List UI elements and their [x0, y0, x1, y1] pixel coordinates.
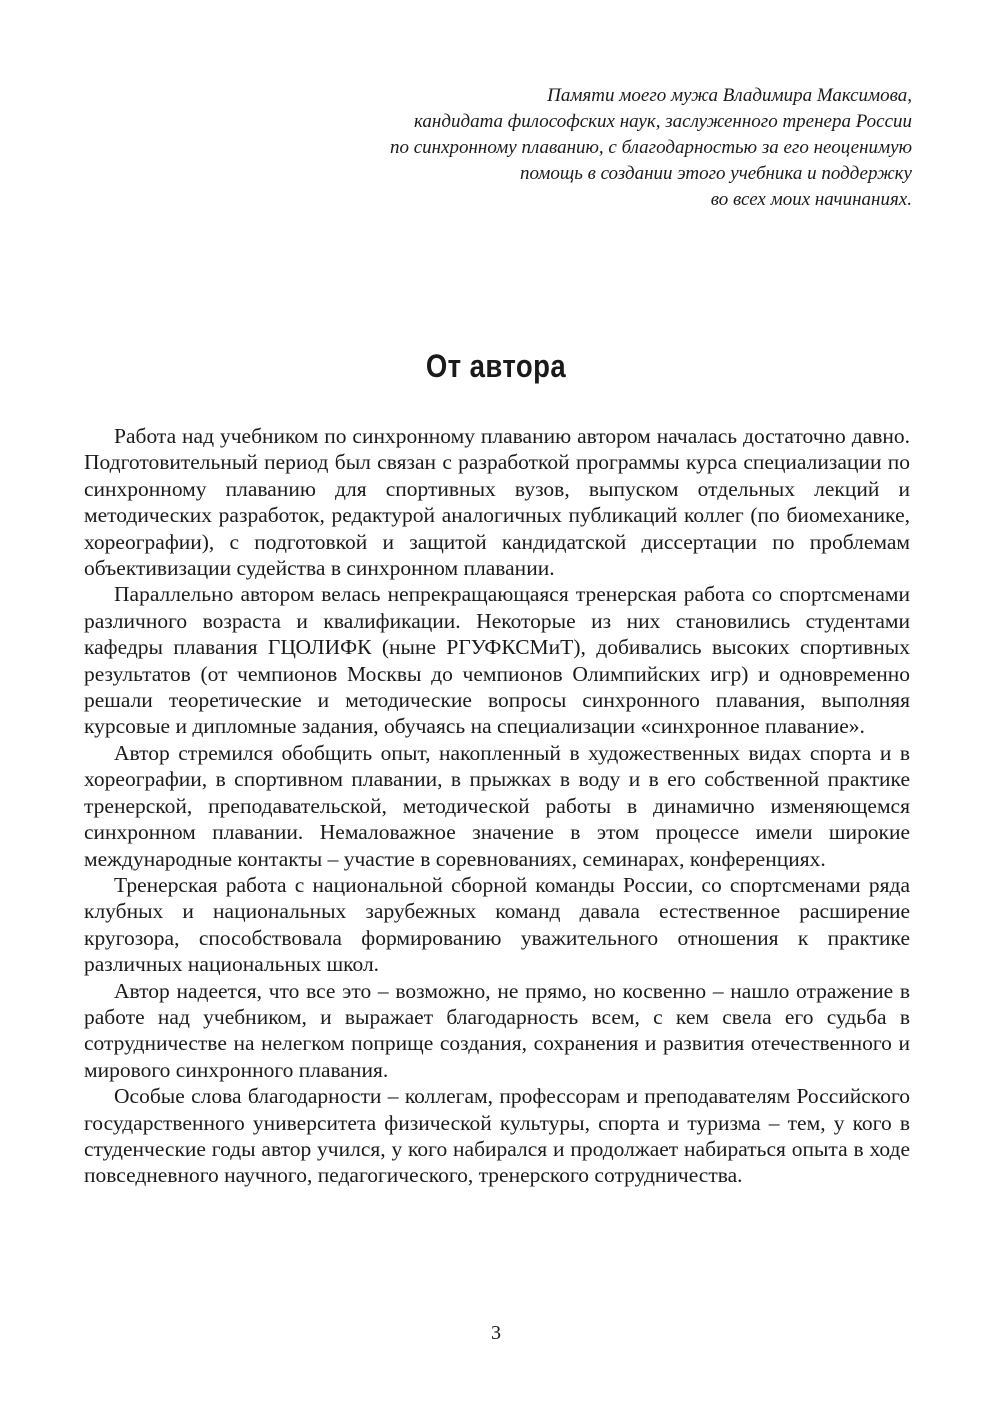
dedication-line: по синхронному плаванию, с благодарностью за его неоценимую [389, 137, 912, 158]
paragraph: Параллельно автором велась непрекращающаяся тренерская работа со спортсменами различного возраста и квалификации. Некоторые из них становились студентами кафедры плавания ГЦОЛИФК (ныне РГУФКСМиТ), добивались высоких спортивных результатов (от чемпионов Москвы до чемпионов Олимпийских игр) и одновременно решали теоретические и методические вопросы синхронного плавания, выполняя курсовые и дипломные задания, обучаясь на специализации «синхронное плавание». [84, 582, 910, 739]
paragraph: Тренерская работа с национальной сборной команды России, со спортсменами ряда клубных и национальных зарубежных команд давала естественное расширение кругозора, способствовала формированию уважительного отношения к практике различных национальных школ. [84, 872, 910, 977]
paragraph: Работа над учебником по синхронному плаванию автором началась достаточно давно. Подготовительный период был связан с разработкой программы курса специализации по синхронному плаванию для спортивных вузов, выпуском отдельных лекций и методических разработок, редактурой аналогичных публикаций коллег (по биомеханике, хореографии), с подготовкой и защитой кандидатской диссертации по проблемам объективизации судейства в синхронном плавании. [84, 424, 910, 581]
paragraph: Автор стремился обобщить опыт, накопленный в художественных видах спорта и в хореографии, в спортивном плавании, в прыжках в воду и в его собственной практике тренерской, преподавательской, методической работы в динамично изменяющемся синхронном плавании. Немаловажное значение в этом процессе имели широкие международные контакты – участие в соревнованиях, семинарах, конференциях. [84, 740, 910, 871]
dedication-line: во всех моих начинаниях. [710, 189, 912, 210]
paragraph: Особые слова благодарности – коллегам, профессорам и преподавателям Российского государственного университета физической культуры, спорта и туризма – тем, у кого в студенческие годы автор учился, у кого набирался и продолжает набираться опыта в ходе повседневного научного, педагогического, тренерского сотрудничества. [84, 1084, 910, 1188]
dedication-line: помощь в создании этого учебника и поддержку [519, 163, 912, 184]
section-heading: От автора [425, 348, 567, 384]
dedication-line: кандидата философских наук, заслуженного тренера России [414, 111, 912, 132]
page-number: 3 [491, 1322, 501, 1344]
dedication-line: Памяти моего мужа Владимира Максимова, [547, 85, 912, 106]
paragraph: Автор надеется, что все это – возможно, не прямо, но косвенно – нашло отражение в работе над учебником, и выражает благодарность всем, с кем свела его судьба в сотрудничестве на нелегком поприще создания, сохранения и развития отечественного и мирового синхронного плавания. [84, 978, 910, 1082]
dedication [352, 83, 912, 213]
body-text [84, 423, 910, 1189]
